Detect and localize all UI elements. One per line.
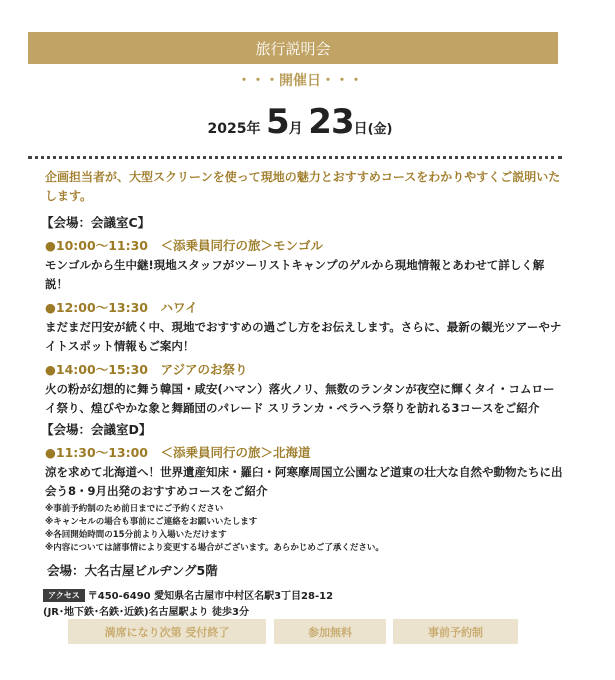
date-day-suffix: 日	[353, 121, 368, 137]
session-description: 涼を求めて北海道へ！世界遺産知床・羅臼・阿寒摩周国立公園など道東の壮大な自然や動物たちに出会う8・9月出発のおすすめコースをご紹介	[45, 465, 563, 498]
note-item: ※事前予約制のため前日までにご予約ください	[45, 504, 224, 514]
venue-c	[41, 213, 563, 418]
session-description: モンゴルから生中継!現地スタッフがツーリストキャンプのゲルから現地情報とあわせて詳しく解説！	[45, 258, 545, 291]
session-item	[45, 298, 563, 356]
access-address: 〒450-6490 愛知県名古屋市中村区名駅3丁目28-12	[87, 591, 334, 602]
intro-text: 企画担当者が、大型スクリーンを使って現地の魅力とおすすめコースをわかりやすくご説明いたします。	[45, 170, 561, 203]
notes-list	[45, 503, 563, 555]
session-description: 火の粉が幻想的に舞う韓国・咸安(ハマン）落火ノリ、無数のランタンが夜空に輝くタイ・コムローイ祭り、煌びやかな象と舞踊団のパレード スリランカ・ペラヘラ祭りを訪れる3コースをご紹介	[45, 382, 555, 415]
venue-label: 【会場：会議室D】	[41, 422, 152, 437]
access-directions: (JR･地下鉄･名鉄･近鉄)名古屋駅より 徒歩3分	[43, 607, 250, 618]
event-details	[41, 168, 563, 621]
access-info	[45, 589, 563, 621]
event-title: 旅行説明会	[255, 39, 331, 58]
access-address-row	[43, 589, 563, 605]
session-item	[45, 443, 563, 501]
venue-d	[41, 420, 563, 501]
event-title-bar	[28, 32, 558, 64]
session-heading: ●10:00～11:30 ＜添乗員同行の旅＞モンゴル	[45, 238, 323, 253]
note-item: ※各回開始時間の15分前より入場いただけます	[45, 530, 227, 540]
session-description: まだまだ円安が続く中、現地でおすすめの過ごし方をお伝えします。さらに、最新の観光ツアーやナイトスポット情報もご案内！	[45, 320, 562, 353]
note-item: ※内容については諸事情により変更する場合がございます。あらかじめご了承ください。	[45, 543, 384, 553]
date-month: 5	[266, 102, 289, 142]
note-item: ※キャンセルの場合も事前にご連絡をお願いいたします	[45, 517, 258, 527]
advance-reservation-button[interactable]: 事前予約制	[393, 619, 518, 644]
session-heading: ●11:30～13:00 ＜添乗員同行の旅＞北海道	[45, 445, 311, 460]
free-participation-button[interactable]: 参加無料	[274, 619, 386, 644]
date-month-suffix: 月	[288, 121, 303, 137]
date-heading: ・・・開催日・・・	[237, 73, 363, 89]
access-badge: アクセス	[43, 589, 85, 602]
dotted-divider	[28, 156, 562, 159]
session-item	[45, 360, 563, 418]
session-heading: ●14:00～15:30 アジアのお祭り	[45, 362, 248, 377]
hall-name: 会場：大名古屋ビルヂング5階	[47, 563, 218, 578]
venue-label: 【会場：会議室C】	[41, 215, 151, 230]
session-item	[45, 236, 563, 294]
event-date	[0, 102, 600, 142]
date-year-suffix: 年	[246, 121, 261, 137]
full-booking-button[interactable]: 満席になり次第 受付終了	[68, 619, 266, 644]
date-day: 23	[308, 102, 354, 142]
date-year: 2025	[207, 121, 247, 137]
session-heading: ●12:00～13:30 ハワイ	[45, 300, 198, 315]
date-weekday: (金)	[367, 122, 393, 137]
